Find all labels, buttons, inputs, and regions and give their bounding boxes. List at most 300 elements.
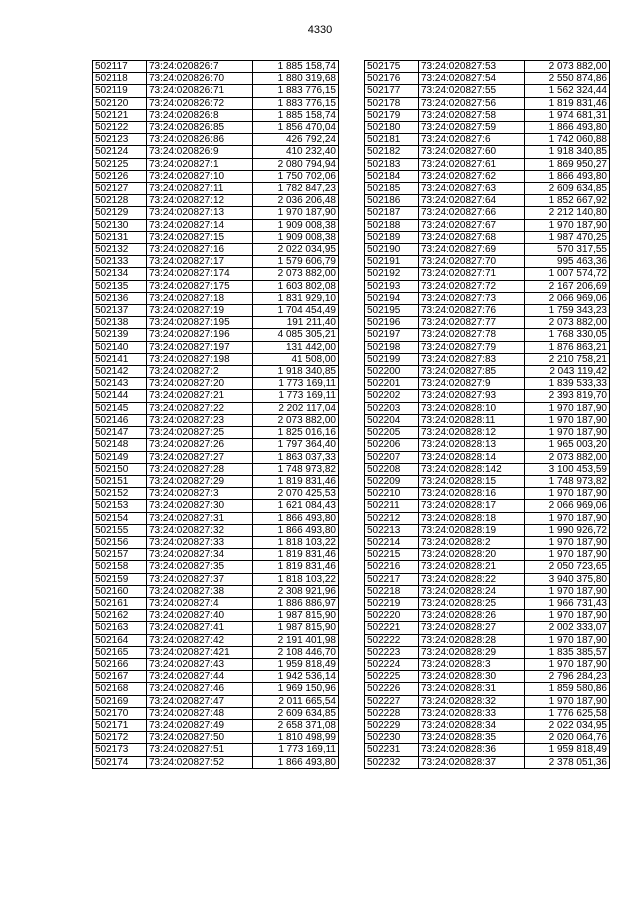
table-row xyxy=(365,256,610,268)
cadastral-value: 2 070 425,53 xyxy=(253,488,339,500)
row-number: 502167 xyxy=(93,671,147,683)
cadastral-number: 73:24:020827:26 xyxy=(147,439,253,451)
cadastral-value: 1 970 187,90 xyxy=(525,610,610,622)
cadastral-number: 73:24:020828:17 xyxy=(419,500,525,512)
row-number: 502143 xyxy=(93,378,147,390)
cadastral-number: 73:24:020828:31 xyxy=(419,683,525,695)
cadastral-value: 1 776 625,58 xyxy=(525,707,610,719)
table-row xyxy=(365,427,610,439)
table-row xyxy=(93,658,339,670)
cadastral-value: 2 011 665,54 xyxy=(253,695,339,707)
cadastral-value: 1 859 580,86 xyxy=(525,683,610,695)
cadastral-value: 2 796 284,23 xyxy=(525,671,610,683)
row-number: 502211 xyxy=(365,500,419,512)
row-number: 502160 xyxy=(93,585,147,597)
row-number: 502149 xyxy=(93,451,147,463)
cadastral-number: 73:24:020827:68 xyxy=(419,231,525,243)
cadastral-number: 73:24:020827:17 xyxy=(147,256,253,268)
row-number: 502215 xyxy=(365,549,419,561)
cadastral-number: 73:24:020827:14 xyxy=(147,219,253,231)
cadastral-value: 1 970 187,90 xyxy=(525,219,610,231)
row-number: 502155 xyxy=(93,524,147,536)
table-row xyxy=(93,402,339,414)
table-row xyxy=(365,195,610,207)
cadastral-value: 1 970 187,90 xyxy=(525,427,610,439)
row-number: 502207 xyxy=(365,451,419,463)
row-number: 502152 xyxy=(93,488,147,500)
table-row xyxy=(365,61,610,73)
table-row xyxy=(93,268,339,280)
table-row xyxy=(365,500,610,512)
table-row xyxy=(93,463,339,475)
table-row xyxy=(365,366,610,378)
table-row xyxy=(93,451,339,463)
cadastral-value: 1 970 187,90 xyxy=(525,549,610,561)
row-number: 502203 xyxy=(365,402,419,414)
table-row xyxy=(93,646,339,658)
cadastral-number: 73:24:020828:36 xyxy=(419,744,525,756)
table-row xyxy=(93,317,339,329)
cadastral-number: 73:24:020828:29 xyxy=(419,646,525,658)
cadastral-value: 1 909 008,38 xyxy=(253,219,339,231)
cadastral-value: 1 797 364,40 xyxy=(253,439,339,451)
cadastral-value: 1 750 702,06 xyxy=(253,170,339,182)
row-number: 502157 xyxy=(93,549,147,561)
cadastral-number: 73:24:020827:34 xyxy=(147,549,253,561)
cadastral-value: 1 818 103,22 xyxy=(253,536,339,548)
row-number: 502135 xyxy=(93,280,147,292)
table-row xyxy=(93,475,339,487)
cadastral-number: 73:24:020827:51 xyxy=(147,744,253,756)
cadastral-number: 73:24:020827:21 xyxy=(147,390,253,402)
cadastral-value: 1 866 493,80 xyxy=(253,512,339,524)
table-row xyxy=(365,378,610,390)
cadastral-number: 73:24:020827:59 xyxy=(419,122,525,134)
table-row xyxy=(93,634,339,646)
cadastral-value: 1 970 187,90 xyxy=(253,207,339,219)
cadastral-number: 73:24:020828:13 xyxy=(419,439,525,451)
table-row xyxy=(93,280,339,292)
row-number: 502131 xyxy=(93,231,147,243)
cadastral-number: 73:24:020827:175 xyxy=(147,280,253,292)
cadastral-value: 1 768 330,05 xyxy=(525,329,610,341)
cadastral-number: 73:24:020827:22 xyxy=(147,402,253,414)
cadastral-value: 2 050 723,65 xyxy=(525,561,610,573)
cadastral-number: 73:24:020827:421 xyxy=(147,646,253,658)
cadastral-number: 73:24:020827:197 xyxy=(147,341,253,353)
table-row xyxy=(93,134,339,146)
cadastral-number: 73:24:020828:26 xyxy=(419,610,525,622)
cadastral-number: 73:24:020827:23 xyxy=(147,414,253,426)
cadastral-value: 1 819 831,46 xyxy=(525,97,610,109)
row-number: 502172 xyxy=(93,732,147,744)
table-row xyxy=(93,292,339,304)
table-row xyxy=(365,292,610,304)
cadastral-number: 73:24:020827:35 xyxy=(147,561,253,573)
row-number: 502117 xyxy=(93,61,147,73)
cadastral-value: 410 232,40 xyxy=(253,146,339,158)
row-number: 502120 xyxy=(93,97,147,109)
cadastral-number: 73:24:020827:67 xyxy=(419,219,525,231)
row-number: 502179 xyxy=(365,109,419,121)
table-row xyxy=(365,158,610,170)
cadastral-number: 73:24:020827:13 xyxy=(147,207,253,219)
row-number: 502219 xyxy=(365,597,419,609)
table-row xyxy=(365,622,610,634)
table-row xyxy=(365,451,610,463)
cadastral-number: 73:24:020827:42 xyxy=(147,634,253,646)
cadastral-number: 73:24:020827:53 xyxy=(419,61,525,73)
cadastral-number: 73:24:020827:3 xyxy=(147,488,253,500)
cadastral-number: 73:24:020828:35 xyxy=(419,732,525,744)
cadastral-value: 131 442,00 xyxy=(253,341,339,353)
cadastral-value: 1 866 493,80 xyxy=(525,122,610,134)
row-number: 502198 xyxy=(365,341,419,353)
cadastral-value: 2 043 119,42 xyxy=(525,366,610,378)
cadastral-value: 2 002 333,07 xyxy=(525,622,610,634)
table-row xyxy=(365,268,610,280)
table-row xyxy=(365,683,610,695)
cadastral-number: 73:24:020828:37 xyxy=(419,756,525,768)
cadastral-number: 73:24:020827:61 xyxy=(419,158,525,170)
cadastral-value: 2 073 882,00 xyxy=(253,414,339,426)
row-number: 502205 xyxy=(365,427,419,439)
row-number: 502138 xyxy=(93,317,147,329)
cadastral-value: 1 839 533,33 xyxy=(525,378,610,390)
cadastral-number: 73:24:020828:12 xyxy=(419,427,525,439)
cadastral-value: 2 022 034,95 xyxy=(525,719,610,731)
cadastral-value: 1 704 454,49 xyxy=(253,305,339,317)
row-number: 502188 xyxy=(365,219,419,231)
cadastral-value: 2 308 921,96 xyxy=(253,585,339,597)
cadastral-value: 2 609 634,85 xyxy=(525,183,610,195)
table-row xyxy=(365,219,610,231)
row-number: 502159 xyxy=(93,573,147,585)
table-row xyxy=(365,719,610,731)
row-number: 502192 xyxy=(365,268,419,280)
table-row xyxy=(365,646,610,658)
table-row xyxy=(365,390,610,402)
row-number: 502164 xyxy=(93,634,147,646)
cadastral-number: 73:24:020828:28 xyxy=(419,634,525,646)
row-number: 502141 xyxy=(93,353,147,365)
cadastral-number: 73:24:020827:79 xyxy=(419,341,525,353)
row-number: 502195 xyxy=(365,305,419,317)
cadastral-number: 73:24:020827:73 xyxy=(419,292,525,304)
table-row xyxy=(93,427,339,439)
table-row xyxy=(365,109,610,121)
row-number: 502231 xyxy=(365,744,419,756)
cadastral-number: 73:24:020827:48 xyxy=(147,707,253,719)
cadastral-value: 2 191 401,98 xyxy=(253,634,339,646)
cadastral-number: 73:24:020827:83 xyxy=(419,353,525,365)
row-number: 502223 xyxy=(365,646,419,658)
table-row xyxy=(93,305,339,317)
table-row xyxy=(93,732,339,744)
cadastral-number: 73:24:020827:55 xyxy=(419,85,525,97)
cadastral-value: 1 966 731,43 xyxy=(525,597,610,609)
cadastral-number: 73:24:020827:4 xyxy=(147,597,253,609)
cadastral-value: 1 969 150,96 xyxy=(253,683,339,695)
row-number: 502183 xyxy=(365,158,419,170)
cadastral-number: 73:24:020827:70 xyxy=(419,256,525,268)
cadastral-value: 1 835 385,57 xyxy=(525,646,610,658)
cadastral-number: 73:24:020827:33 xyxy=(147,536,253,548)
cadastral-value: 1 852 667,92 xyxy=(525,195,610,207)
table-row xyxy=(365,732,610,744)
table-row xyxy=(365,756,610,768)
table-row xyxy=(93,610,339,622)
cadastral-number: 73:24:020827:54 xyxy=(419,73,525,85)
cadastral-value: 1 959 818,49 xyxy=(253,658,339,670)
cadastral-value: 1 987 815,90 xyxy=(253,622,339,634)
row-number: 502148 xyxy=(93,439,147,451)
cadastral-value: 2 080 794,94 xyxy=(253,158,339,170)
table-row xyxy=(365,695,610,707)
cadastral-number: 73:24:020826:70 xyxy=(147,73,253,85)
row-number: 502161 xyxy=(93,597,147,609)
row-number: 502133 xyxy=(93,256,147,268)
cadastral-number: 73:24:020827:64 xyxy=(419,195,525,207)
row-number: 502158 xyxy=(93,561,147,573)
cadastral-value: 1 883 776,15 xyxy=(253,97,339,109)
cadastral-value: 1 856 470,04 xyxy=(253,122,339,134)
cadastral-number: 73:24:020828:24 xyxy=(419,585,525,597)
table-row xyxy=(365,85,610,97)
table-row xyxy=(365,549,610,561)
cadastral-value: 1 819 831,46 xyxy=(253,549,339,561)
table-row xyxy=(365,561,610,573)
cadastral-value: 2 022 034,95 xyxy=(253,244,339,256)
row-number: 502222 xyxy=(365,634,419,646)
cadastral-number: 73:24:020827:12 xyxy=(147,195,253,207)
row-number: 502221 xyxy=(365,622,419,634)
cadastral-value: 1 886 886,97 xyxy=(253,597,339,609)
table-row xyxy=(93,341,339,353)
cadastral-value: 1 970 187,90 xyxy=(525,488,610,500)
row-number: 502200 xyxy=(365,366,419,378)
table-row xyxy=(365,244,610,256)
cadastral-value: 1 742 060,88 xyxy=(525,134,610,146)
cadastral-value: 1 987 815,90 xyxy=(253,610,339,622)
table-row xyxy=(365,73,610,85)
cadastral-number: 73:24:020827:66 xyxy=(419,207,525,219)
cadastral-value: 570 317,55 xyxy=(525,244,610,256)
cadastral-number: 73:24:020827:25 xyxy=(147,427,253,439)
row-number: 502226 xyxy=(365,683,419,695)
cadastral-value: 191 211,40 xyxy=(253,317,339,329)
page-number: 4330 xyxy=(307,24,333,36)
cadastral-value: 1 909 008,38 xyxy=(253,231,339,243)
cadastral-number: 73:24:020827:28 xyxy=(147,463,253,475)
row-number: 502163 xyxy=(93,622,147,634)
table-row xyxy=(93,536,339,548)
row-number: 502180 xyxy=(365,122,419,134)
row-number: 502119 xyxy=(93,85,147,97)
row-number: 502140 xyxy=(93,341,147,353)
table-row xyxy=(365,97,610,109)
cadastral-value: 1 819 831,46 xyxy=(253,475,339,487)
cadastral-number: 73:24:020826:7 xyxy=(147,61,253,73)
cadastral-value: 1 987 470,25 xyxy=(525,231,610,243)
table-row xyxy=(365,207,610,219)
row-number: 502142 xyxy=(93,366,147,378)
cadastral-number: 73:24:020826:8 xyxy=(147,109,253,121)
table-row xyxy=(93,512,339,524)
row-number: 502204 xyxy=(365,414,419,426)
table-row xyxy=(93,695,339,707)
row-number: 502177 xyxy=(365,85,419,97)
cadastral-value: 2 066 969,06 xyxy=(525,292,610,304)
cadastral-value: 3 940 375,80 xyxy=(525,573,610,585)
table-row xyxy=(365,329,610,341)
cadastral-value: 2 658 371,08 xyxy=(253,719,339,731)
cadastral-number: 73:24:020828:34 xyxy=(419,719,525,731)
table-row xyxy=(93,219,339,231)
cadastral-number: 73:24:020828:20 xyxy=(419,549,525,561)
table-row xyxy=(93,109,339,121)
row-number: 502232 xyxy=(365,756,419,768)
cadastral-number: 73:24:020827:41 xyxy=(147,622,253,634)
cadastral-number: 73:24:020827:18 xyxy=(147,292,253,304)
row-number: 502218 xyxy=(365,585,419,597)
table-row xyxy=(93,85,339,97)
table-row xyxy=(93,671,339,683)
row-number: 502145 xyxy=(93,402,147,414)
cadastral-number: 73:24:020827:78 xyxy=(419,329,525,341)
cadastral-number: 73:24:020827:40 xyxy=(147,610,253,622)
cadastral-value: 1 876 863,21 xyxy=(525,341,610,353)
row-number: 502230 xyxy=(365,732,419,744)
row-number: 502181 xyxy=(365,134,419,146)
table-row xyxy=(365,134,610,146)
row-number: 502139 xyxy=(93,329,147,341)
row-number: 502216 xyxy=(365,561,419,573)
cadastral-number: 73:24:020826:85 xyxy=(147,122,253,134)
table-row xyxy=(93,146,339,158)
row-number: 502209 xyxy=(365,475,419,487)
cadastral-number: 73:24:020827:196 xyxy=(147,329,253,341)
row-number: 502210 xyxy=(365,488,419,500)
cadastral-value: 1 970 187,90 xyxy=(525,512,610,524)
table-row xyxy=(365,585,610,597)
cadastral-value: 1 880 319,68 xyxy=(253,73,339,85)
cadastral-number: 73:24:020827:31 xyxy=(147,512,253,524)
cadastral-number: 73:24:020826:9 xyxy=(147,146,253,158)
table-row xyxy=(365,231,610,243)
row-number: 502173 xyxy=(93,744,147,756)
row-number: 502146 xyxy=(93,414,147,426)
cadastral-value: 1 007 574,72 xyxy=(525,268,610,280)
table-row xyxy=(93,585,339,597)
table-row xyxy=(365,744,610,756)
row-number: 502184 xyxy=(365,170,419,182)
row-number: 502130 xyxy=(93,219,147,231)
table-row xyxy=(365,573,610,585)
cadastral-number: 73:24:020827:69 xyxy=(419,244,525,256)
row-number: 502185 xyxy=(365,183,419,195)
cadastral-number: 73:24:020828:33 xyxy=(419,707,525,719)
cadastral-value: 1 990 926,72 xyxy=(525,524,610,536)
cadastral-number: 73:24:020828:30 xyxy=(419,671,525,683)
cadastral-value: 1 965 003,20 xyxy=(525,439,610,451)
cadastral-number: 73:24:020826:71 xyxy=(147,85,253,97)
table-row xyxy=(93,244,339,256)
table-row xyxy=(93,183,339,195)
cadastral-value: 1 869 950,27 xyxy=(525,158,610,170)
cadastral-number: 73:24:020828:11 xyxy=(419,414,525,426)
cadastral-value: 1 866 493,80 xyxy=(253,756,339,768)
cadastral-number: 73:24:020827:20 xyxy=(147,378,253,390)
cadastral-number: 73:24:020828:2 xyxy=(419,536,525,548)
row-number: 502220 xyxy=(365,610,419,622)
row-number: 502129 xyxy=(93,207,147,219)
cadastral-value: 2 167 206,69 xyxy=(525,280,610,292)
table-row xyxy=(93,366,339,378)
table-row xyxy=(365,524,610,536)
row-number: 502197 xyxy=(365,329,419,341)
row-number: 502174 xyxy=(93,756,147,768)
row-number: 502191 xyxy=(365,256,419,268)
cadastral-number: 73:24:020828:142 xyxy=(419,463,525,475)
cadastral-number: 73:24:020827:195 xyxy=(147,317,253,329)
row-number: 502154 xyxy=(93,512,147,524)
cadastral-value: 1 970 187,90 xyxy=(525,658,610,670)
row-number: 502217 xyxy=(365,573,419,585)
cadastral-value: 2 036 206,48 xyxy=(253,195,339,207)
cadastral-value: 1 603 802,08 xyxy=(253,280,339,292)
cadastral-value: 1 970 187,90 xyxy=(525,634,610,646)
cadastral-number: 73:24:020827:62 xyxy=(419,170,525,182)
cadastral-number: 73:24:020828:3 xyxy=(419,658,525,670)
cadastral-value: 1 883 776,15 xyxy=(253,85,339,97)
cadastral-value: 3 100 453,59 xyxy=(525,463,610,475)
row-number: 502156 xyxy=(93,536,147,548)
cadastral-number: 73:24:020827:85 xyxy=(419,366,525,378)
table-row xyxy=(365,475,610,487)
cadastral-number: 73:24:020827:1 xyxy=(147,158,253,170)
row-number: 502170 xyxy=(93,707,147,719)
cadastral-value: 1 810 498,99 xyxy=(253,732,339,744)
cadastral-value: 1 773 169,11 xyxy=(253,378,339,390)
cadastral-number: 73:24:020827:9 xyxy=(419,378,525,390)
cadastral-number: 73:24:020828:14 xyxy=(419,451,525,463)
table-row xyxy=(93,195,339,207)
cadastral-number: 73:24:020827:10 xyxy=(147,170,253,182)
table-row xyxy=(93,597,339,609)
cadastral-number: 73:24:020828:16 xyxy=(419,488,525,500)
cadastral-number: 73:24:020827:46 xyxy=(147,683,253,695)
table-row xyxy=(365,353,610,365)
table-row xyxy=(365,634,610,646)
table-row xyxy=(93,414,339,426)
cadastral-number: 73:24:020827:52 xyxy=(147,756,253,768)
row-number: 502212 xyxy=(365,512,419,524)
table-row xyxy=(93,353,339,365)
cadastral-value: 2 202 117,04 xyxy=(253,402,339,414)
row-number: 502187 xyxy=(365,207,419,219)
cadastral-value: 1 825 016,16 xyxy=(253,427,339,439)
table-row xyxy=(365,414,610,426)
table-row xyxy=(365,536,610,548)
cadastral-value: 1 970 187,90 xyxy=(525,414,610,426)
cadastral-value: 2 393 819,70 xyxy=(525,390,610,402)
row-number: 502123 xyxy=(93,134,147,146)
cadastral-number: 73:24:020827:44 xyxy=(147,671,253,683)
table-row xyxy=(93,573,339,585)
cadastral-value: 1 974 681,31 xyxy=(525,109,610,121)
cadastral-number: 73:24:020827:60 xyxy=(419,146,525,158)
